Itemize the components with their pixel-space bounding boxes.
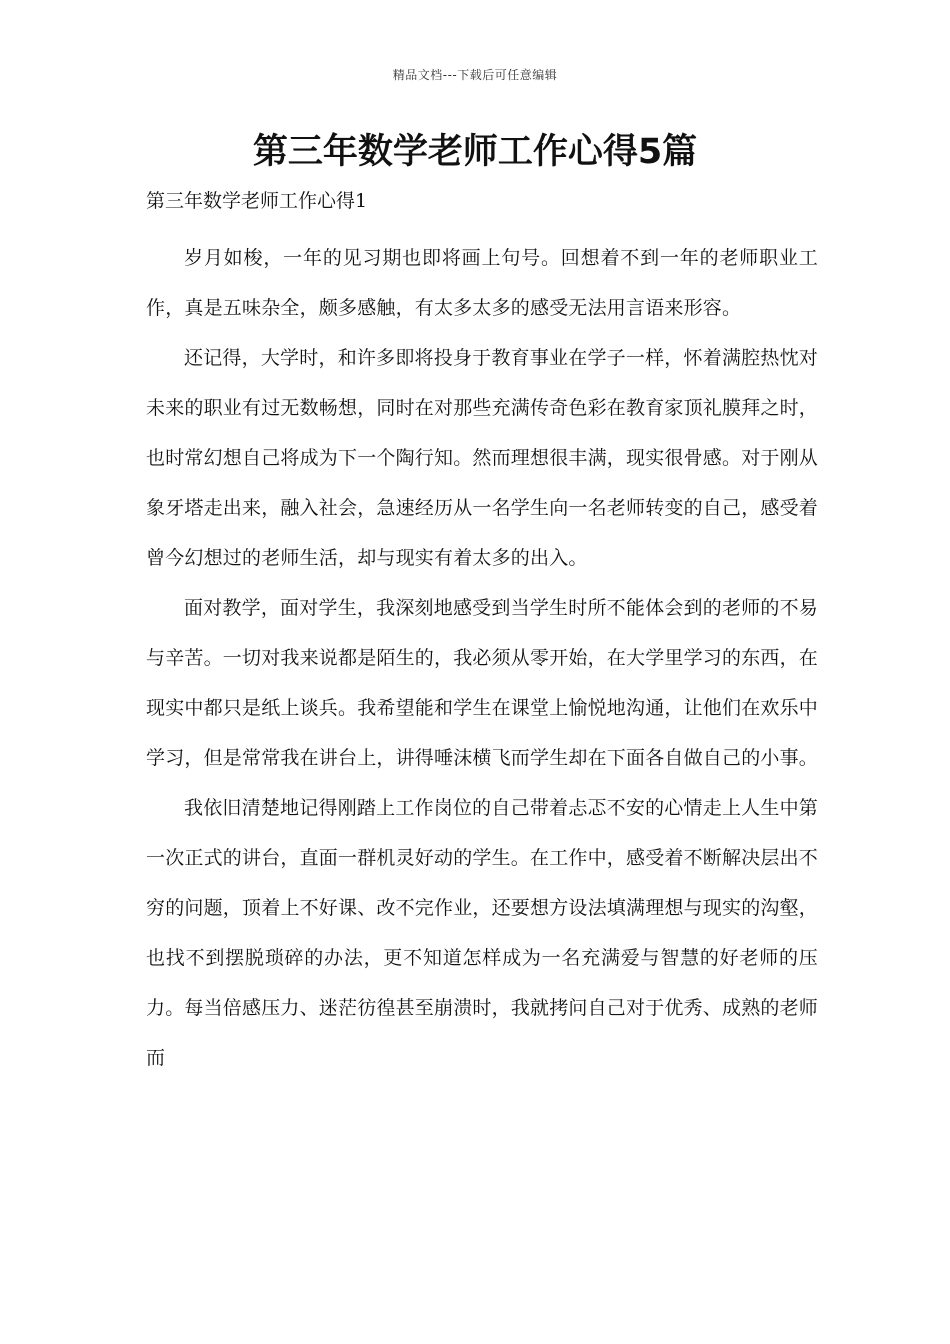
paragraph-1: 岁月如梭，一年的见习期也即将画上句号。回想着不到一年的老师职业工作，真是五味杂全，颇多感触，有太多太多的感受无法用言语来形容。 xyxy=(146,247,818,319)
paragraph-4: 我依旧清楚地记得刚踏上工作岗位的自己带着忐忑不安的心情走上人生中第一次正式的讲台，直面一群机灵好动的学生。在工作中，感受着不断解决层出不穷的问题，顶着上不好课、改不完作业，还要想方设法填满理想与现实的沟壑，也找不到摆脱琐碎的办法，更不知道怎样成为一名充满爱与智慧的好老师的压力。每当倍感压力、迷茫彷徨甚至崩溃时，我就拷问自己对于优秀、成熟的老师而 xyxy=(146,797,819,1069)
document-body xyxy=(146,184,818,1083)
section-heading: 第三年数学老师工作心得1 xyxy=(146,190,368,212)
header-note: 精品文档---下载后可任意编辑 xyxy=(392,68,558,82)
document-title: 第三年数学老师工作心得5篇 xyxy=(252,132,698,172)
paragraph-3: 面对教学，面对学生，我深刻地感受到当学生时所不能体会到的老师的不易与辛苦。一切对我来说都是陌生的，我必须从零开始，在大学里学习的东西，在现实中都只是纸上谈兵。我希望能和学生在课堂上愉悦地沟通，让他们在欢乐中学习，但是常常我在讲台上，讲得唾沫横飞而学生却在下面各自做自己的小事。 xyxy=(146,597,819,769)
paragraph-2: 还记得，大学时，和许多即将投身于教育事业在学子一样，怀着满腔热忱对未来的职业有过无数畅想，同时在对那些充满传奇色彩在教育家顶礼膜拜之时，也时常幻想自己将成为下一个陶行知。然而理想很丰满，现实很骨感。对于刚从象牙塔走出来，融入社会，急速经历从一名学生向一名老师转变的自己，感受着曾今幻想过的老师生活，却与现实有着太多的出入。 xyxy=(146,347,819,569)
